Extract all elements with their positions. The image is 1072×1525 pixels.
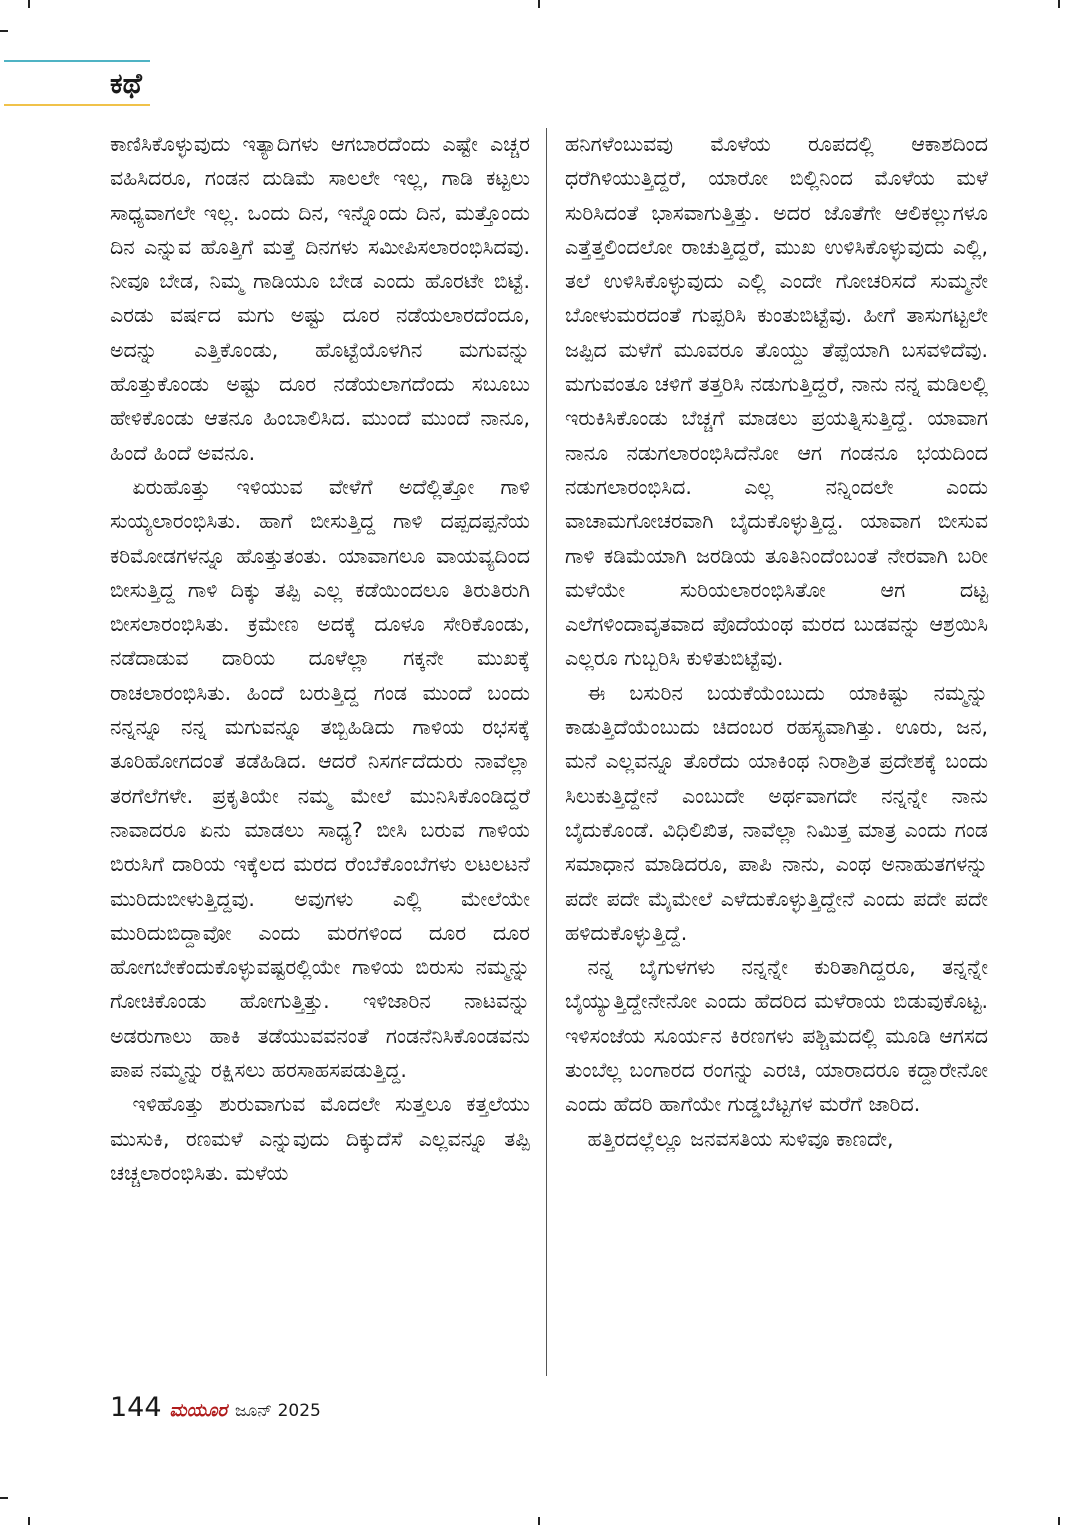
crop-mark <box>538 0 540 8</box>
paragraph: ಏರುಹೊತ್ತು ಇಳಿಯುವ ವೇಳೆಗೆ ಅದೆಲ್ಲಿತ್ತೋ ಗಾಳಿ ಸುಯ್ಯಲಾರಂಭಿಸಿತು. ಹಾಗೆ ಬೀಸುತ್ತಿದ್ದ ಗಾಳಿ ದಪ್ಪದಪ್ಪನೆಯ ಕರಿಮೋಡಗಳನ್ನೂ ಹೊತ್ತುತಂತು. ಯಾವಾಗಲೂ ವಾಯವ್ಯದಿಂದ ಬೀಸುತ್ತಿದ್ದ ಗಾಳಿ ದಿಕ್ಕು ತಪ್ಪಿ ಎಲ್ಲ ಕಡೆಯಿಂದಲೂ ತಿರುತಿರುಗಿ ಬೀಸಲಾರಂಭಿಸಿತು. ಕ್ರಮೇಣ ಅದಕ್ಕೆ ದೂಳೂ ಸೇರಿಕೊಂಡು, ನಡೆದಾಡುವ ದಾರಿಯ ದೂಳೆಲ್ಲಾ ಗಕ್ಕನೇ ಮುಖಕ್ಕೆ ರಾಚಲಾರಂಭಿಸಿತು. ಹಿಂದೆ ಬರುತ್ತಿದ್ದ ಗಂಡ ಮುಂದೆ ಬಂದು ನನ್ನನ್ನೂ ನನ್ನ ಮಗುವನ್ನೂ ತಬ್ಬಿಹಿಡಿದು ಗಾಳಿಯ ರಭಸಕ್ಕೆ ತೂರಿಹೋಗದಂತೆ ತಡೆಹಿಡಿದ. ಆದರೆ ನಿಸರ್ಗದೆದುರು ನಾವೆಲ್ಲಾ ತರಗೆಲೆಗಳೇ. ಪ್ರಕೃತಿಯೇ ನಮ್ಮ ಮೇಲೆ ಮುನಿಸಿಕೊಂಡಿದ್ದರೆ ನಾವಾದರೂ ಏನು ಮಾಡಲು ಸಾಧ್ಯ? ಬೀಸಿ ಬರುವ ಗಾಳಿಯ ಬಿರುಸಿಗೆ ದಾರಿಯ ಇಕ್ಕೆಲದ ಮರದ ರೆಂಬೆಕೊಂಬೆಗಳು ಲಟಲಟನೆ ಮುರಿದುಬೀಳುತ್ತಿದ್ದವು. ಅವುಗಳು ಎಲ್ಲಿ ಮೇಲೆಯೇ ಮುರಿದುಬಿದ್ದಾವೋ ಎಂದು ಮರಗಳಿಂದ ದೂರ ದೂರ ಹೋಗಬೇಕೆಂದುಕೊಳ್ಳುವಷ್ಟರಲ್ಲಿಯೇ ಗಾಳಿಯ ಬಿರುಸು ನಮ್ಮನ್ನು ಗೋಚಿಕೊಂಡು ಹೋಗುತ್ತಿತ್ತು. ಇಳಿಜಾರಿನ ನಾಟವನ್ನು ಅಡರುಗಾಲು ಹಾಕಿ ತಡೆಯುವವನಂತೆ ಗಂಡನೆನಿಸಿಕೊಂಡವನು ಪಾಪ ನಮ್ಮನ್ನು ರಕ್ಷಿಸಲು ಹರಸಾಹಸಪಡುತ್ತಿದ್ದ. <box>110 474 530 1083</box>
column-divider <box>546 128 547 1376</box>
paragraph: ಈ ಬಸುರಿನ ಬಯಕೆಯೆಂಬುದು ಯಾಕಿಷ್ಟು ನಮ್ಮನ್ನು ಕಾಡುತ್ತಿದೆಯೆಂಬುದು ಚಿದಂಬರ ರಹಸ್ಯವಾಗಿತ್ತು. ಊರು, ಜನ, ಮನೆ ಎಲ್ಲವನ್ನೂ ತೊರೆದು ಯಾಕಿಂಥ ನಿರಾಶ್ರಿತ ಪ್ರದೇಶಕ್ಕೆ ಬಂದು ಸಿಲುಕುತ್ತಿದ್ದೇನೆ ಎಂಬುದೇ ಅರ್ಥವಾಗದೇ ನನ್ನನ್ನೇ ನಾನು ಬೈದುಕೊಂಡೆ. ವಿಧಿಲಿಖಿತ, ನಾವೆಲ್ಲಾ ನಿಮಿತ್ತ ಮಾತ್ರ ಎಂದು ಗಂಡ ಸಮಾಧಾನ ಮಾಡಿದರೂ, ಪಾಪಿ ನಾನು, ಎಂಥ ಅನಾಹುತಗಳನ್ನು ಪದೇ ಪದೇ ಮೈಮೇಲೆ ಎಳೆದುಕೊಳ್ಳುತ್ತಿದ್ದೇನೆ ಎಂದು ಪದೇ ಪದೇ ಹಳಿದುಕೊಳ್ಳುತ್ತಿದ್ದೆ. <box>565 680 988 945</box>
section-title: ಕಥೆ <box>110 67 142 100</box>
page-footer <box>110 1392 321 1432</box>
left-column <box>110 127 530 1190</box>
crop-mark <box>28 1517 30 1525</box>
crop-mark <box>0 1497 8 1499</box>
crop-mark <box>538 1517 540 1525</box>
crop-mark <box>28 0 30 8</box>
magazine-logo: ಮಯೂರ <box>169 1400 227 1421</box>
header-rule-top <box>4 60 150 62</box>
paragraph: ಕಾಣಿಸಿಕೊಳ್ಳುವುದು ಇತ್ಯಾದಿಗಳು ಆಗಬಾರದೆಂದು ಎಷ್ಟೇ ಎಚ್ಚರ ವಹಿಸಿದರೂ, ಗಂಡನ ದುಡಿಮೆ ಸಾಲಲೇ ಇಲ್ಲ, ಗಾಡಿ ಕಟ್ಟಲು ಸಾಧ್ಯವಾಗಲೇ ಇಲ್ಲ. ಒಂದು ದಿನ, ಇನ್ನೊಂದು ದಿನ, ಮತ್ತೊಂದು ದಿನ ಎನ್ನುವ ಹೊತ್ತಿಗೆ ಮತ್ತೆ ದಿನಗಳು ಸಮೀಪಿಸಲಾರಂಭಿಸಿದವು. ನೀವೂ ಬೇಡ, ನಿಮ್ಮ ಗಾಡಿಯೂ ಬೇಡ ಎಂದು ಹೊರಟೇ ಬಿಟ್ಟೆ. ಎರಡು ವರ್ಷದ ಮಗು ಅಷ್ಟು ದೂರ ನಡೆಯಲಾರದೆಂದೂ, ಅದನ್ನು ಎತ್ತಿಕೊಂಡು, ಹೊಟ್ಟೆಯೊಳಗಿನ ಮಗುವನ್ನು ಹೊತ್ತುಕೊಂಡು ಅಷ್ಟು ದೂರ ನಡೆಯಲಾಗದೆಂದು ಸಬೂಬು ಹೇಳಿಕೊಂಡು ಆತನೂ ಹಿಂಬಾಲಿಸಿದ. ಮುಂದೆ ಮುಂದೆ ನಾನೂ, ಹಿಂದೆ ಹಿಂದೆ ಅವನೂ. <box>110 132 530 465</box>
crop-mark <box>1058 1517 1060 1525</box>
paragraph: ಹತ್ತಿರದಲ್ಲೆಲ್ಲೂ ಜನವಸತಿಯ ಸುಳಿವೂ ಕಾಣದೇ, <box>587 1126 894 1151</box>
paragraph: ಹನಿಗಳೆಂಬುವವು ಮೊಳೆಯ ರೂಪದಲ್ಲಿ ಆಕಾಶದಿಂದ ಧರೆಗಿಳಿಯುತ್ತಿದ್ದರೆ, ಯಾರೋ ಬಿಲ್ಲಿನಿಂದ ಮೊಳೆಯ ಮಳೆ ಸುರಿಸಿದಂತೆ ಭಾಸವಾಗುತ್ತಿತ್ತು. ಅದರ ಜೊತೆಗೇ ಆಲಿಕಲ್ಲುಗಳೂ ಎತ್ತೆತ್ತಲಿಂದಲೋ ರಾಚುತ್ತಿದ್ದರೆ, ಮುಖ ಉಳಿಸಿಕೊಳ್ಳುವುದು ಎಲ್ಲಿ, ತಲೆ ಉಳಿಸಿಕೊಳ್ಳುವುದು ಎಲ್ಲಿ ಎಂದೇ ಗೋಚರಿಸದೆ ಸುಮ್ಮನೇ ಬೋಳುಮರದಂತೆ ಗುಪ್ಪರಿಸಿ ಕುಂತುಬಿಟ್ಟೆವು. ಹೀಗೆ ತಾಸುಗಟ್ಟಲೇ ಜಪ್ಪಿದ ಮಳೆಗೆ ಮೂವರೂ ತೊಯ್ದು ತೆಪ್ಪೆಯಾಗಿ ಬಸವಳಿದೆವು. ಮಗುವಂತೂ ಚಳಿಗೆ ತತ್ತರಿಸಿ ನಡುಗುತ್ತಿದ್ದರೆ, ನಾನು ನನ್ನ ಮಡಿಲಲ್ಲಿ ಇರುಕಿಸಿಕೊಂಡು ಬೆಚ್ಚಗೆ ಮಾಡಲು ಪ್ರಯತ್ನಿಸುತ್ತಿದ್ದೆ. ಯಾವಾಗ ನಾನೂ ನಡುಗಲಾರಂಭಿಸಿದೆನೋ ಆಗ ಗಂಡನೂ ಭಯದಿಂದ ನಡುಗಲಾರಂಭಿಸಿದ. ಎಲ್ಲ ನನ್ನಿಂದಲೇ ಎಂದು ವಾಚಾಮಗೋಚರವಾಗಿ ಬೈದುಕೊಳ್ಳುತ್ತಿದ್ದ. ಯಾವಾಗ ಬೀಸುವ ಗಾಳಿ ಕಡಿಮೆಯಾಗಿ ಜರಡಿಯ ತೂತಿನಿಂದೆಂಬಂತೆ ನೇರವಾಗಿ ಬರೀ ಮಳೆಯೇ ಸುರಿಯಲಾರಂಭಿಸಿತೋ ಆಗ ದಟ್ಟ ಎಲೆಗಳಿಂದಾವೃತವಾದ ಪೊದೆಯಂಥ ಮರದ ಬುಡವನ್ನು ಆಶ್ರಯಿಸಿ ಎಲ್ಲರೂ ಗುಬ್ಬರಿಸಿ ಕುಳಿತುಬಿಟ್ಟೆವು. <box>565 132 988 671</box>
crop-mark <box>0 30 8 32</box>
issue-date: ಜೂನ್ 2025 <box>234 1401 321 1421</box>
right-column <box>565 127 988 1156</box>
crop-mark <box>1058 0 1060 8</box>
paragraph: ಇಳಿಹೊತ್ತು ಶುರುವಾಗುವ ಮೊದಲೇ ಸುತ್ತಲೂ ಕತ್ತಲೆಯು ಮುಸುಕಿ, ರಣಮಳೆ ಎನ್ನುವುದು ದಿಕ್ಕುದೆಸೆ ಎಲ್ಲವನ್ನೂ ತಪ್ಪಿ ಚಚ್ಚಲಾರಂಭಿಸಿತು. ಮಳೆಯ <box>110 1092 530 1185</box>
paragraph: ನನ್ನ ಬೈಗುಳಗಳು ನನ್ನನ್ನೇ ಕುರಿತಾಗಿದ್ದರೂ, ತನ್ನನ್ನೇ ಬೈಯ್ಯುತ್ತಿದ್ದೇನೇನೋ ಎಂದು ಹೆದರಿದ ಮಳೆರಾಯ ಬಿಡುವುಕೊಟ್ಟ. ಇಳಿಸಂಜೆಯ ಸೂರ್ಯನ ಕಿರಣಗಳು ಪಶ್ಚಿಮದಲ್ಲಿ ಮೂಡಿ ಆಗಸದ ತುಂಬೆಲ್ಲ ಬಂಗಾರದ ರಂಗನ್ನು ಎರಚಿ, ಯಾರಾದರೂ ಕದ್ದಾರೇನೋ ಎಂದು ಹೆದರಿ ಹಾಗೆಯೇ ಗುಡ್ಡಬೆಟ್ಟಗಳ ಮರೆಗೆ ಜಾರಿದ. <box>565 955 988 1117</box>
header-rule-bottom <box>4 104 150 106</box>
page-number: 144 <box>110 1392 162 1423</box>
